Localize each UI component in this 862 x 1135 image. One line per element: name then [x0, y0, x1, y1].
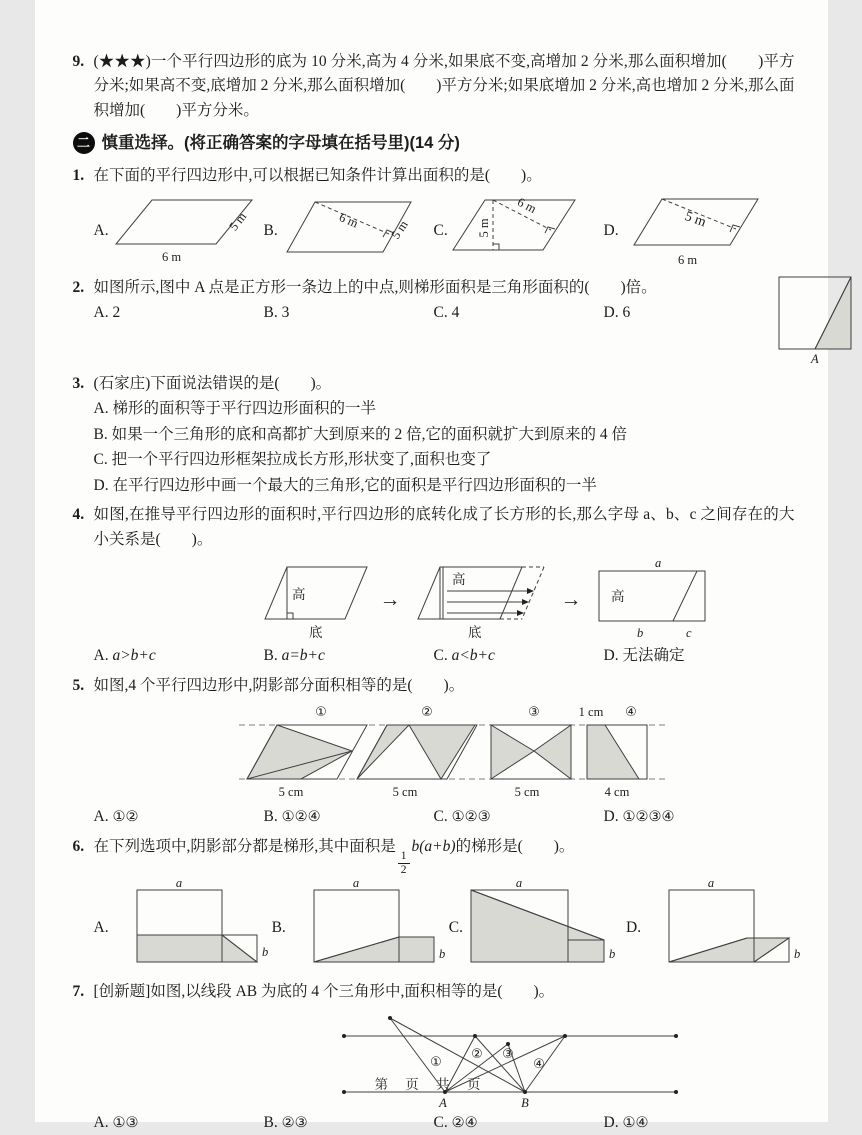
- svg-text:4 cm: 4 cm: [604, 785, 629, 799]
- svg-text:底: 底: [468, 624, 482, 640]
- parallelogram-figure-c: [451, 192, 591, 270]
- q1-option-c: [434, 192, 604, 270]
- question-text: 如图,在推导平行四边形的面积时,平行四边形的底转化成了长方形的长,那么字母 a、b、c 之间存在的大小关系是( )。: [94, 503, 795, 552]
- option-c: C. 把一个平行四边形框架拉成长方形,形状变了,面积也变了: [94, 448, 795, 472]
- question-number: 4.: [73, 503, 85, 527]
- svg-text:④: ④: [533, 1057, 545, 1072]
- svg-text:③: ③: [528, 705, 540, 720]
- square-midpoint-figure: [774, 272, 862, 367]
- svg-text:②: ②: [471, 1047, 483, 1062]
- svg-text:b: b: [637, 626, 643, 640]
- svg-text:5 cm: 5 cm: [392, 785, 417, 799]
- svg-text:A: A: [810, 352, 819, 366]
- question-text: 在下列选项中,阴影部分都是梯形,其中面积是 $\frac{1}{2}$ b(a+b)的梯形是( )。: [94, 835, 795, 877]
- q6-option-c: [449, 880, 626, 975]
- svg-text:6 m: 6 m: [337, 210, 360, 231]
- option-letter: A.: [94, 219, 109, 243]
- section-number-badge: 二: [73, 132, 95, 154]
- page-footer: 第 页 共 页: [35, 1074, 828, 1095]
- section-title: 慎重选择。(将正确答案的字母填在括号里)(14 分): [102, 130, 460, 156]
- option-c: C. a<b+c: [434, 644, 604, 668]
- option-a: A. a>b+c: [94, 644, 264, 668]
- svg-text:底: 底: [309, 624, 323, 640]
- four-parallelograms-figure: [239, 701, 669, 803]
- question-number: 2.: [73, 276, 85, 300]
- section-header: [73, 130, 795, 156]
- trapezoid-figure-d: [644, 880, 804, 975]
- option-letter: D.: [626, 916, 641, 940]
- svg-text:c: c: [686, 626, 692, 640]
- q4-options: [94, 644, 795, 668]
- arrow-icon: →: [380, 589, 401, 610]
- question-text: [创新题]如图,以线段 AB 为底的 4 个三角形中,面积相等的是( )。: [94, 980, 795, 1004]
- option-b: B. ①②④: [264, 805, 434, 829]
- question-4: [73, 503, 795, 668]
- q1-option-b: [264, 192, 434, 270]
- svg-text:④: ④: [625, 705, 637, 720]
- q6-option-b: [272, 880, 449, 975]
- svg-text:③: ③: [502, 1047, 514, 1062]
- svg-text:高: 高: [292, 586, 306, 602]
- svg-text:B: B: [521, 1096, 529, 1110]
- q6-option-a: [94, 880, 272, 975]
- arrow-icon: →: [561, 589, 582, 610]
- question-text: 如图所示,图中 A 点是正方形一条边上的中点,则梯形面积是三角形面积的( )倍。: [94, 276, 774, 300]
- question-number: 1.: [73, 164, 85, 188]
- option-b: B. ②③: [264, 1111, 434, 1135]
- question-number: 7.: [73, 980, 85, 1004]
- q6-option-d: [626, 880, 804, 975]
- svg-text:6 m: 6 m: [162, 250, 181, 264]
- fraction: $\frac{1}{2}$: [398, 850, 410, 877]
- option-letter: B.: [272, 916, 286, 940]
- svg-text:①: ①: [430, 1055, 442, 1070]
- q1-option-a: [94, 192, 264, 270]
- question-2: [73, 276, 795, 367]
- source-tag: (石家庄): [94, 375, 151, 392]
- rectangle-result-figure: [591, 557, 715, 642]
- svg-text:②: ②: [421, 705, 433, 720]
- option-a: A. 2: [94, 301, 264, 325]
- question-text: (石家庄)下面说法错误的是( )。: [94, 372, 795, 396]
- parallelogram-height-figure: [259, 557, 371, 642]
- worksheet-page: [35, 0, 828, 1122]
- svg-text:a: a: [516, 876, 522, 890]
- question-7: [73, 980, 795, 1135]
- svg-text:5 cm: 5 cm: [278, 785, 303, 799]
- question-number: 3.: [73, 372, 85, 396]
- svg-text:a: a: [655, 556, 661, 570]
- option-d: D. 6: [604, 301, 774, 325]
- option-c: C. ①②③: [434, 805, 604, 829]
- option-b: B. a=b+c: [264, 644, 434, 668]
- q7-options: [94, 1111, 795, 1135]
- question-3: [73, 372, 795, 498]
- option-letter: C.: [449, 916, 463, 940]
- question-5: [73, 674, 795, 830]
- q2-options: [94, 301, 774, 325]
- question-number: 9.: [73, 50, 85, 74]
- parallelogram-figure-b: [281, 192, 429, 270]
- svg-text:①: ①: [315, 705, 327, 720]
- option-c: C. ②④: [434, 1111, 604, 1135]
- svg-text:6 m: 6 m: [515, 195, 539, 216]
- trapezoid-figure-b: [289, 880, 449, 975]
- option-b: B. 如果一个三角形的底和高都扩大到原来的 2 倍,它的面积就扩大到原来的 4 倍: [94, 423, 795, 447]
- question-9: [73, 50, 795, 123]
- trapezoid-figure-c: [466, 880, 626, 975]
- question-text: 如图,4 个平行四边形中,阴影部分面积相等的是( )。: [94, 674, 795, 698]
- option-a: A. 梯形的面积等于平行四边形面积的一半: [94, 397, 795, 421]
- svg-text:6 m: 6 m: [678, 253, 697, 267]
- parallelogram-figure-a: [112, 192, 260, 270]
- svg-text:高: 高: [452, 571, 466, 587]
- option-d: D. 在平行四边形中画一个最大的三角形,它的面积是平行四边形面积的一半: [94, 474, 795, 498]
- svg-text:b: b: [609, 947, 615, 961]
- option-letter: B.: [264, 219, 278, 243]
- svg-text:5 m: 5 m: [226, 209, 249, 233]
- svg-text:5 m: 5 m: [388, 218, 410, 242]
- question-6: [73, 835, 795, 975]
- svg-text:b: b: [439, 947, 445, 961]
- svg-text:a: a: [353, 876, 359, 890]
- svg-text:a: a: [175, 876, 181, 890]
- svg-text:1 cm: 1 cm: [578, 705, 603, 719]
- trapezoid-figure-a: [112, 880, 272, 975]
- option-letter: A.: [94, 916, 109, 940]
- q6-figure-row: [94, 880, 795, 975]
- option-a: A. ①②: [94, 805, 264, 829]
- svg-text:b: b: [794, 947, 800, 961]
- question-text: 在下面的平行四边形中,可以根据已知条件计算出面积的是( )。: [94, 164, 795, 188]
- svg-text:高: 高: [611, 588, 625, 604]
- question-number: 5.: [73, 674, 85, 698]
- option-b: B. 3: [264, 301, 434, 325]
- svg-text:a: a: [708, 876, 714, 890]
- q4-figure-row: [259, 557, 795, 642]
- q5-options: [94, 805, 795, 829]
- option-letter: D.: [604, 219, 619, 243]
- option-d: D. ①②③④: [604, 805, 774, 829]
- svg-text:5 m: 5 m: [477, 218, 491, 237]
- svg-text:A: A: [438, 1096, 447, 1110]
- cut-and-move-figure: [410, 557, 552, 642]
- option-d: D. 无法确定: [604, 644, 774, 668]
- q1-option-d: [604, 191, 774, 271]
- type-tag: [创新题]: [94, 983, 151, 1000]
- svg-text:5 m: 5 m: [682, 209, 707, 230]
- parallelogram-figure-d: [622, 191, 772, 271]
- q1-figure-row: [94, 191, 795, 271]
- option-c: C. 4: [434, 301, 604, 325]
- question-number: 6.: [73, 835, 85, 859]
- option-a: A. ①③: [94, 1111, 264, 1135]
- question-text: (★★★)一个平行四边形的底为 10 分米,高为 4 分米,如果底不变,高增加 2 分米,那么面积增加( )平方分米;如果高不变,底增加 2 分米,那么面积增加( )平方分米;如果底增加 2 分米,高也增加 2 分米,那么面积增加( )平方分米。: [94, 50, 795, 123]
- question-1: [73, 164, 795, 271]
- option-d: D. ①④: [604, 1111, 774, 1135]
- svg-text:b: b: [262, 945, 268, 959]
- option-letter: C.: [434, 219, 448, 243]
- svg-text:5 cm: 5 cm: [514, 785, 539, 799]
